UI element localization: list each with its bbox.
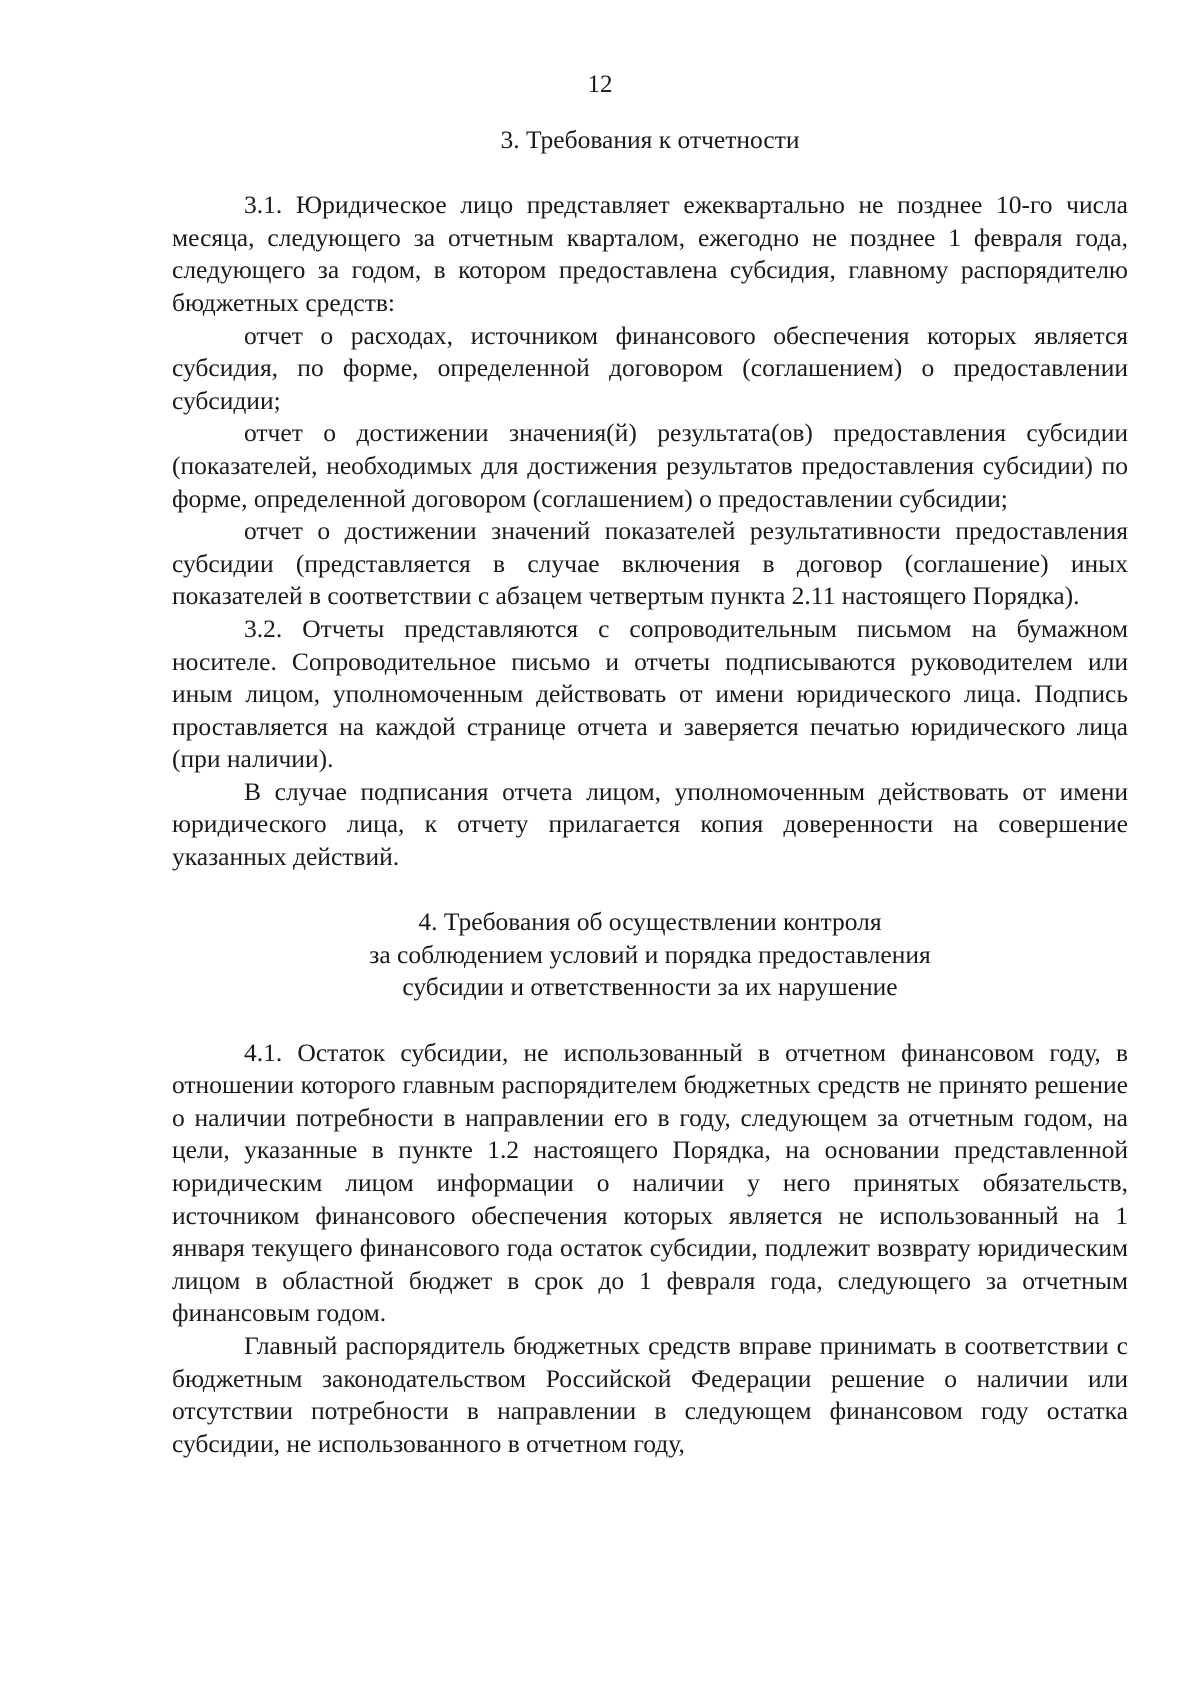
paragraph-report-expenses: отчет о расходах, источником финансового обеспечения которых является субсидия, по форме, определенной договором (соглашением) о предоставлении субсидии; [172, 320, 1128, 415]
paragraph-3-2: 3.2. Отчеты представляются с сопроводительным письмом на бумажном носителе. Сопроводительное письмо и отчеты подписываются руководителем или иным лицом, уполномоченным действовать от имени юридического лица. Подпись проставляется на каждой странице отчета и заверяется печатью юридического лица (при наличии). [172, 613, 1128, 774]
paragraph-3-1: 3.1. Юридическое лицо представляет ежеквартально не позднее 10-го числа месяца, следующего за отчетным кварталом, ежегодно не позднее 1 февраля года, следующего за годом, в котором предоставлена субсидия, главному распорядителю бюджетных средств: [172, 190, 1128, 317]
section-4-heading-line: за соблюдением условий и порядка предоставления [369, 939, 931, 969]
paragraph-power-of-attorney: В случае подписания отчета лицом, уполномоченным действовать от имени юридического лица, к отчету прилагается копия доверенности на совершение указанных действий. [172, 776, 1128, 872]
paragraph-report-indicators: отчет о достижении значений показателей результативности предоставления субсидии (представляется в случае включения в договор (соглашение) иных показателей в соответствии с абзацем четвертым пункта 2.11 настоящего Порядка). [172, 516, 1128, 611]
document-body [172, 124, 1128, 1460]
page-number: 12 [587, 71, 613, 98]
section-4-heading [172, 906, 1128, 1004]
paragraph-report-results: отчет о достижении значения(й) результата(ов) предоставления субсидии (показателей, необходимых для достижения результатов предоставления субсидии) по форме, определенной договором (соглашением) о предоставлении субсидии; [172, 418, 1128, 513]
paragraph-main-administrator: Главный распорядитель бюджетных средств вправе принимать в соответствии с бюджетным законодательством Российской Федерации решение о наличии или отсутствии потребности в направлении в следующем финансовом году остатка субсидии, не использованного в отчетном году, [172, 1330, 1128, 1458]
section-4-heading-line: 4. Требования об осуществлении контроля [418, 907, 882, 937]
section-3-heading: 3. Требования к отчетности [500, 125, 800, 154]
paragraph-4-1: 4.1. Остаток субсидии, не использованный в отчетном финансовом году, в отношении которого главным распорядителем бюджетных средств не принято решение о наличии потребности в направлении его в году, следующем за отчетным годом, на цели, указанные в пункте 1.2 настоящего Порядка, на основании представленной юридическим лицом информации о наличии у него принятых обязательств, источником финансового обеспечения которых является не использованный на 1 января текущего финансового года остаток субсидии, подлежит возврату юридическим лицом в областной бюджет в срок до 1 февраля года, следующего за отчетным финансовым годом. [172, 1037, 1128, 1328]
section-4-heading-line: субсидии и ответственности за их нарушение [402, 972, 898, 1002]
